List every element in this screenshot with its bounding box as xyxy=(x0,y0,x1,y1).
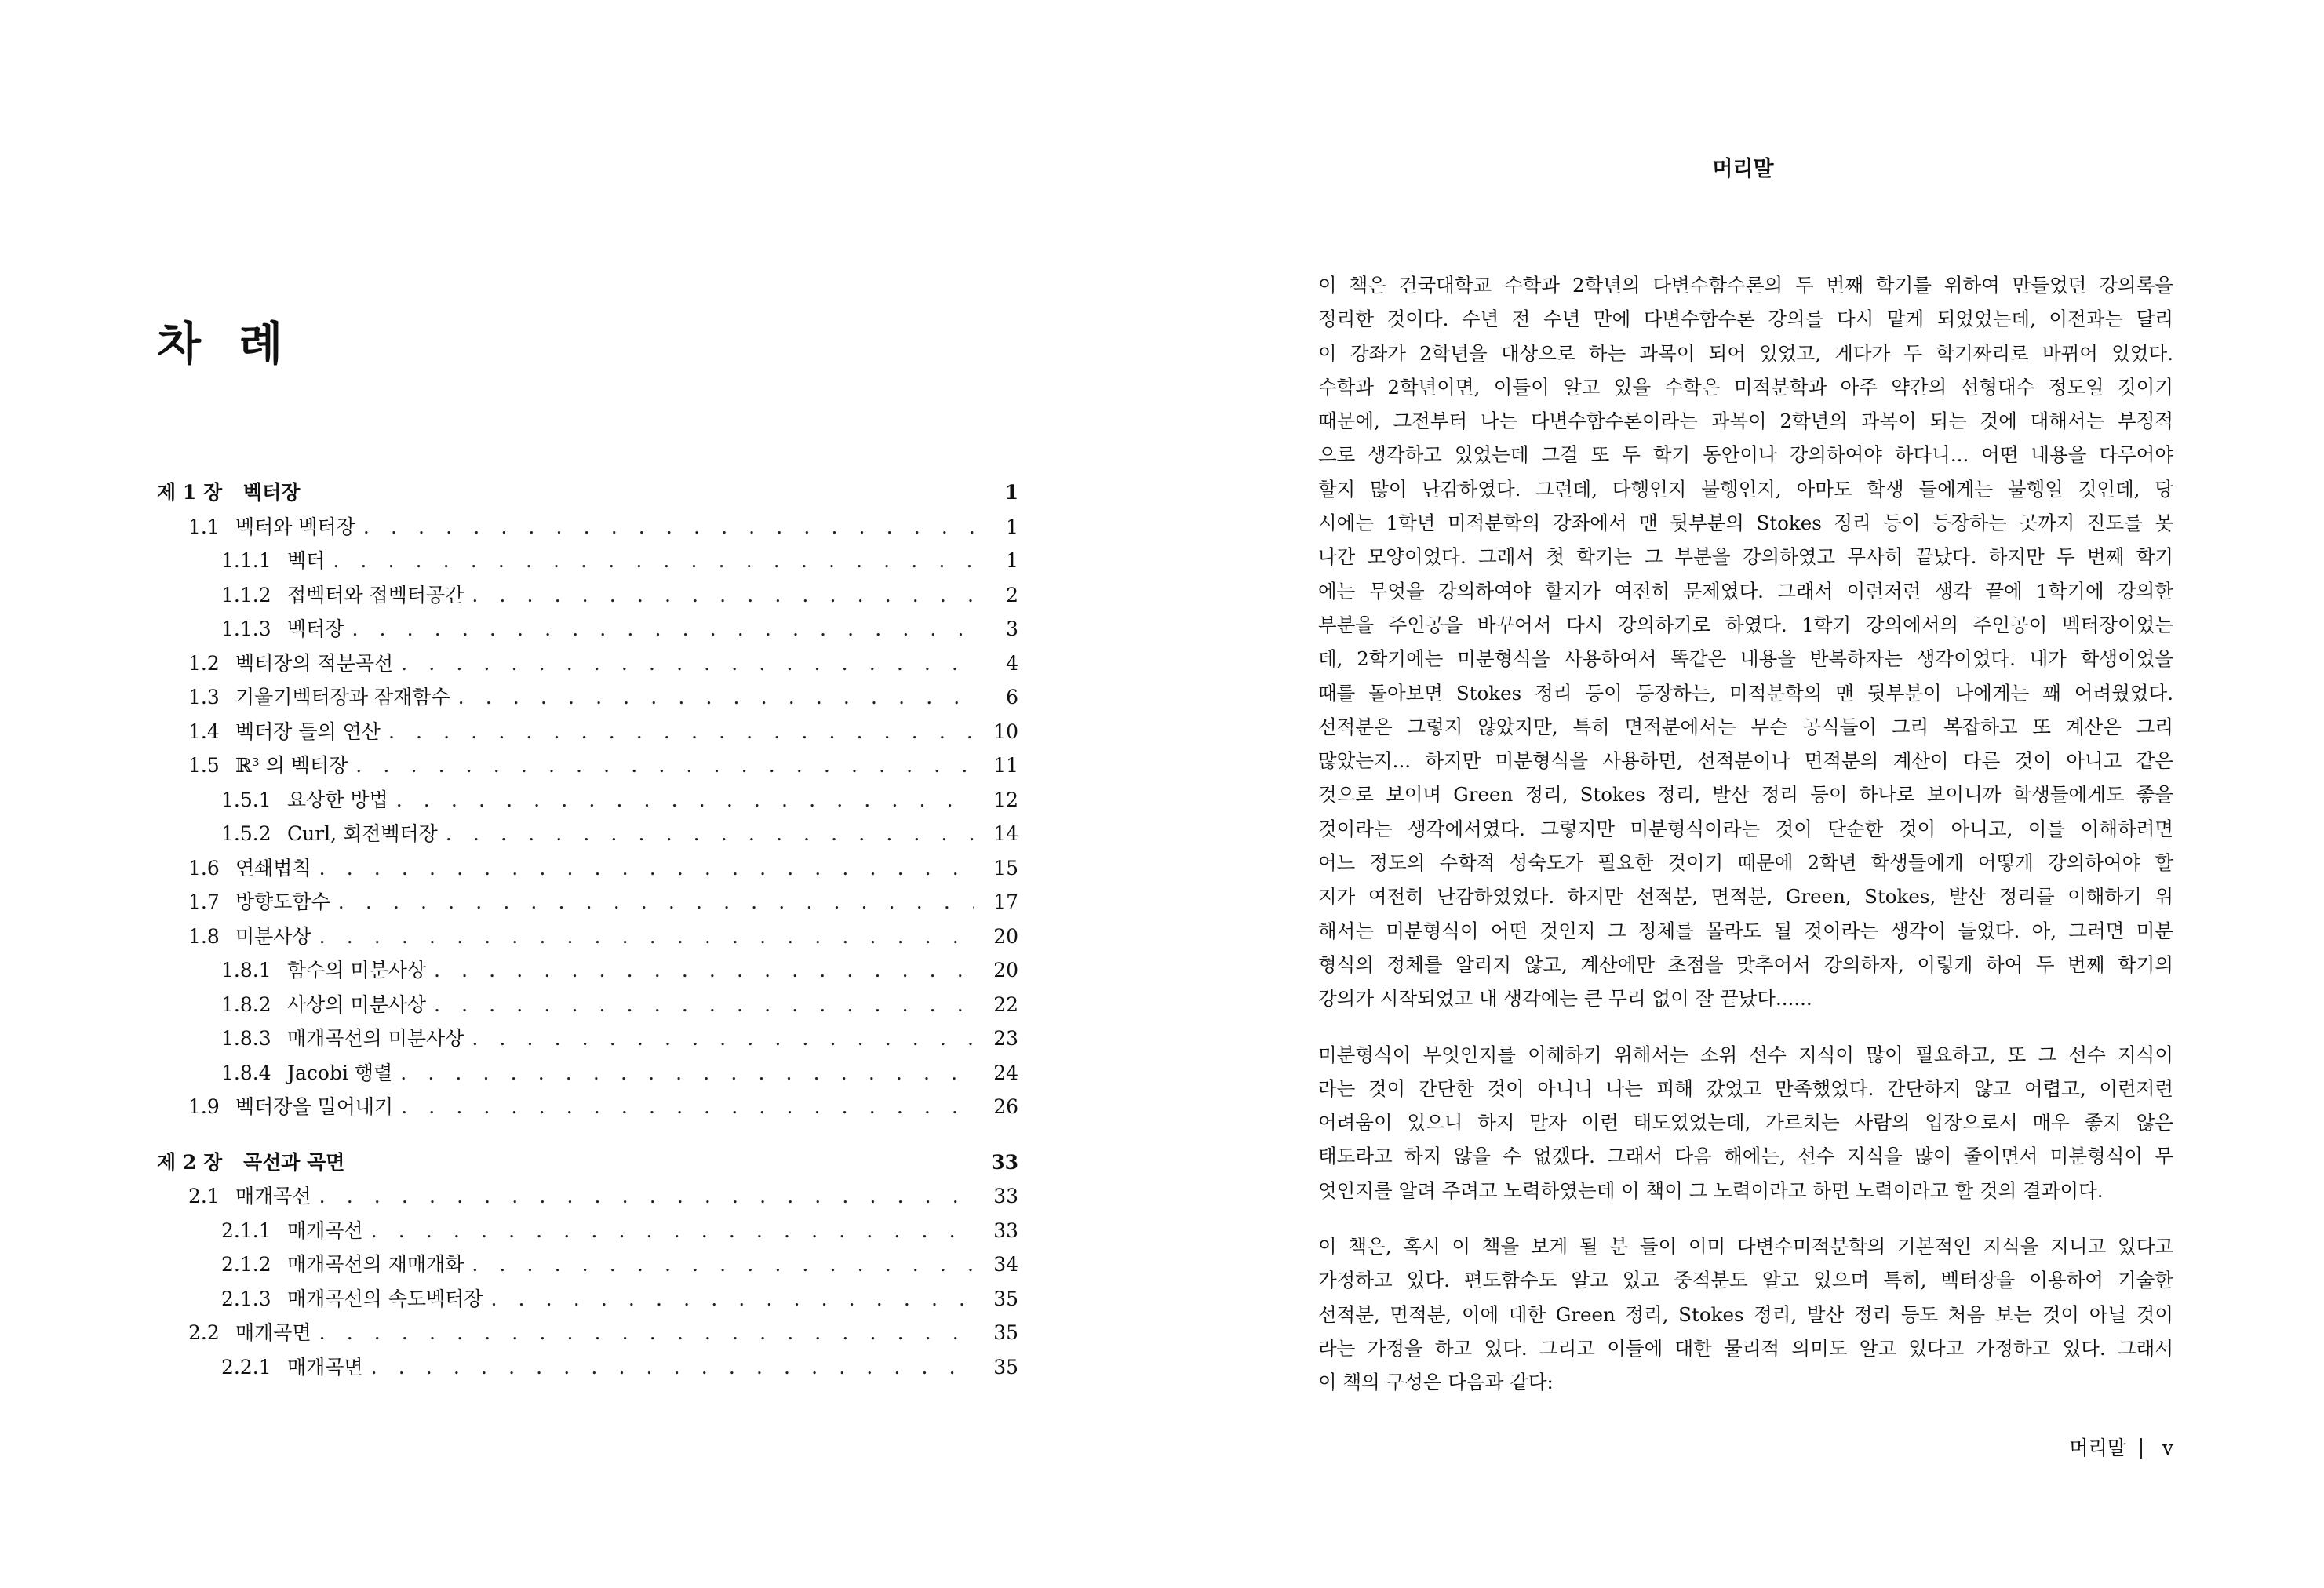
preface-text-line: 태도라고 하지 않을 수 없겠다. 그래서 다음 해에는, 선수 지식을 많이 줄이면서 미분형식이 무 xyxy=(1318,1145,2173,1168)
toc-entry-title: 벡터와 벡터장 xyxy=(235,515,355,538)
preface-paragraph xyxy=(1318,268,2173,1016)
toc-dot-leader xyxy=(458,680,974,715)
toc-heading: 차 례 xyxy=(157,317,294,370)
toc-dot-leader xyxy=(338,885,974,920)
toc-dot-leader xyxy=(355,748,974,783)
toc-entry-page: 35 xyxy=(993,1287,1018,1310)
toc-entry-page: 17 xyxy=(993,891,1018,913)
toc-subsection-entry xyxy=(157,578,1018,613)
toc-section-entry xyxy=(157,851,1018,886)
toc-subsection-entry xyxy=(157,817,1018,851)
toc-entry-number: 1.5.1 xyxy=(221,788,271,811)
preface-text-line: 선적분은 그렇지 않았지만, 특히 면적분에서는 무슨 공식들이 그리 복잡하고 또 계산은 그리 xyxy=(1318,715,2173,738)
toc-dot-leader xyxy=(319,1316,974,1350)
toc-entry-number: 1.1 xyxy=(188,515,220,538)
toc-entry-number: 2.1.1 xyxy=(221,1218,271,1242)
toc-entry-page: 20 xyxy=(993,959,1018,982)
toc-subsection-entry xyxy=(157,1056,1018,1091)
toc-entry-title: 사상의 미분사상 xyxy=(287,992,426,1016)
toc-entry-title: 벡터 xyxy=(287,549,326,572)
toc-entry-number: 2.1.3 xyxy=(221,1287,271,1310)
preface-text-line: 강의가 시작되었고 내 생각에는 큰 무리 없이 잘 끝났다...... xyxy=(1318,987,1812,1011)
preface-text-line: 때문에, 그전부터 나는 다변수함수론이라는 과목이 2학년의 과목이 되는 것에 대해서는 부정적 xyxy=(1318,410,2173,433)
toc-entry-title: Curl, 회전벡터장 xyxy=(287,822,438,845)
preface-text-line: 라는 가정을 하고 있다. 그리고 이들에 대한 물리적 의미도 알고 있다고 가정하고 있다. 그래서 xyxy=(1318,1336,2173,1360)
toc-subsection-entry xyxy=(157,612,1018,646)
toc-subsection-entry xyxy=(157,1350,1018,1385)
preface-text-line: 시에는 1학년 미적분학의 강좌에서 맨 뒷부분의 Stokes 정리 등이 등장하는 곳까지 진도를 못 xyxy=(1318,512,2173,535)
toc-entry-page: 12 xyxy=(993,788,1018,811)
preface-text-line: 가정하고 있다. 편도함수도 알고 있고 중적분도 알고 있으며 특히, 벡터장을 이용하여 기술한 xyxy=(1318,1269,2173,1292)
footer-label: 머리말 xyxy=(2069,1437,2126,1459)
toc-entry-number: 1.1.1 xyxy=(221,549,271,572)
preface-text-line: 수학과 2학년이면, 이들이 알고 있을 수학은 미적분학과 아주 약간의 선형대수 정도일 것이기 xyxy=(1318,375,2173,399)
page-number: v xyxy=(2162,1437,2173,1459)
preface-text-line: 지가 여전히 난감하였었다. 하지만 선적분, 면적분, Green, Stokes, 발산 정리를 이해하기 위 xyxy=(1318,885,2173,909)
toc-entry-page: 24 xyxy=(993,1061,1018,1084)
toc-entry-title: Jacobi 행렬 xyxy=(287,1061,393,1084)
toc-subsection-entry xyxy=(157,953,1018,988)
toc-dot-leader xyxy=(333,544,974,578)
toc-dot-leader xyxy=(472,1247,974,1282)
preface-text-line: 해서는 미분형식이 어떤 것인지 그 정체를 몰라도 될 것이라는 생각이 들었다. 아, 그러면 미분 xyxy=(1318,919,2173,942)
preface-text-line: 데, 2학기에는 미분형식을 사용하여서 똑같은 내용을 반복하자는 생각이었다. 내가 학생이었을 xyxy=(1318,647,2173,671)
toc-entry-number: 1.2 xyxy=(188,651,220,675)
toc-subsection-entry xyxy=(157,1022,1018,1056)
toc-entry-title: ℝ³ 의 벡터장 xyxy=(235,754,348,777)
toc-dot-leader xyxy=(401,1090,974,1124)
preface-text-line: 이 책의 구성은 다음과 같다: xyxy=(1318,1371,1554,1394)
toc-dot-leader xyxy=(319,1179,974,1214)
toc-entry-page: 3 xyxy=(1006,617,1018,640)
toc-section-entry xyxy=(157,510,1018,545)
toc-section-entry xyxy=(157,715,1018,749)
toc-entry-title: 매개곡면 xyxy=(287,1355,363,1379)
toc-section-entry xyxy=(157,885,1018,920)
toc-entry-title: 곡선과 곡면 xyxy=(243,1150,345,1174)
toc-entry-title: 요상한 방법 xyxy=(287,788,388,811)
toc-entry-title: 매개곡면 xyxy=(235,1321,311,1344)
toc-entry-number: 1.9 xyxy=(188,1095,220,1118)
preface-text-line: 부분을 주인공을 바꾸어서 다시 강의하기로 하였다. 1학기 강의에서의 주인공이 벡터장이었는 xyxy=(1318,613,2173,636)
toc-entry-number: 1.4 xyxy=(188,719,220,743)
toc-subsection-entry xyxy=(157,783,1018,818)
preface-text-line: 어느 정도의 수학적 성숙도가 필요한 것이기 때문에 2학년 학생들에게 어떻게 강의하여야 할 xyxy=(1318,851,2173,875)
toc-entry-title: 벡터장 들의 연산 xyxy=(235,719,381,743)
preface-text-line: 이 책은, 혹시 이 책을 보게 될 분 들이 이미 다변수미적분학의 기본적인 지식을 지니고 있다고 xyxy=(1318,1235,2173,1258)
toc-entry-number: 2.2 xyxy=(188,1321,220,1344)
toc-entry-number: 1.8.2 xyxy=(221,992,271,1016)
running-footer xyxy=(2069,1433,2173,1464)
toc-entry-title: 벡터장을 밀어내기 xyxy=(235,1095,394,1118)
toc-section-entry xyxy=(157,1316,1018,1350)
toc-entry-title: 벡터장의 적분곡선 xyxy=(235,651,394,675)
preface-text-line: 미분형식이 무엇인지를 이해하기 위해서는 소위 선수 지식이 많이 필요하고, 또 그 선수 지식이 xyxy=(1318,1043,2173,1066)
toc-entry-number: 제 1 장 xyxy=(157,481,223,504)
toc-dot-leader xyxy=(319,920,974,954)
toc-entry-number: 1.3 xyxy=(188,686,220,708)
toc-dot-leader xyxy=(434,953,974,988)
toc-entry-page: 4 xyxy=(1006,651,1018,675)
toc-chapter-entry xyxy=(157,1145,1018,1180)
toc-entry-title: 미분사상 xyxy=(235,924,311,948)
toc-entry-number: 1.8.3 xyxy=(221,1027,271,1050)
toc-entry-page: 1 xyxy=(1006,549,1018,572)
preface-text-line: 어려움이 있으니 하지 말자 이런 태도였었는데, 가르치는 사람의 입장으로서 매우 좋지 않은 xyxy=(1318,1111,2173,1135)
toc-entry-number: 1.5 xyxy=(188,754,220,777)
toc-entry-page: 2 xyxy=(1006,583,1018,606)
preface-title: 머리말 xyxy=(1712,157,1774,181)
toc-entry-number: 1.5.2 xyxy=(221,822,271,845)
preface-text-line: 것이라는 생각에서였다. 그렇지만 미분형식이라는 것이 단순한 것이 아니고, 이를 이해하려면 xyxy=(1318,817,2173,840)
toc-dot-leader xyxy=(388,715,974,749)
toc-subsection-entry xyxy=(157,988,1018,1022)
toc-subsection-entry xyxy=(157,1214,1018,1248)
toc-entry-title: 방향도함수 xyxy=(235,891,330,913)
toc-entry-number: 2.1 xyxy=(188,1185,220,1207)
toc-dot-leader xyxy=(446,817,974,851)
preface-text-line: 할지 많이 난감하였다. 그런데, 다행인지 불행인지, 아마도 학생 들에게는 불행일 것인데, 당 xyxy=(1318,477,2173,501)
toc-dot-leader xyxy=(371,1350,974,1385)
toc-entry-page: 23 xyxy=(993,1027,1018,1050)
preface-paragraph xyxy=(1318,1038,2173,1207)
preface-text-line: 이 책은 건국대학교 수학과 2학년의 다변수함수론의 두 번째 학기를 위하여 만들었던 강의록을 xyxy=(1318,274,2173,297)
toc-entry-title: 매개곡선의 속도벡터장 xyxy=(287,1287,483,1310)
toc-dot-leader xyxy=(401,646,974,681)
paragraph-gap xyxy=(1318,1207,2173,1229)
toc-chapter-entry xyxy=(157,475,1018,510)
preface-paragraph xyxy=(1318,1229,2173,1399)
toc-section-entry xyxy=(157,920,1018,954)
toc-entry-page: 33 xyxy=(993,1185,1018,1207)
toc-section-entry xyxy=(157,680,1018,715)
toc-entry-page: 35 xyxy=(993,1321,1018,1344)
preface-text-line: 에는 무엇을 강의하여야 할지가 여전히 문제였다. 그래서 이런저런 생각 끝에 1학기에 강의한 xyxy=(1318,579,2173,603)
toc-subsection-entry xyxy=(157,1247,1018,1282)
toc-entry-number: 1.6 xyxy=(188,856,220,880)
toc-entry-number: 2.1.2 xyxy=(221,1253,271,1276)
toc-dot-leader xyxy=(371,1214,974,1248)
toc-entry-title: 매개곡선의 재매개화 xyxy=(287,1253,464,1276)
paragraph-gap xyxy=(1318,1016,2173,1038)
toc-dot-leader xyxy=(472,578,974,613)
toc-entry-page: 10 xyxy=(993,719,1018,743)
toc-dot-leader xyxy=(434,988,974,1022)
toc-entry-number: 1.8.1 xyxy=(221,959,271,982)
toc-dot-leader xyxy=(490,1282,974,1317)
toc-list xyxy=(157,475,1018,1384)
preface-text-line: 엇인지를 알려 주려고 노력하였는데 이 책이 그 노력이라고 하면 노력이라고 할 것의 결과이다. xyxy=(1318,1178,2104,1202)
toc-entry-page: 11 xyxy=(993,754,1018,777)
toc-entry-title: 기울기벡터장과 잠재함수 xyxy=(235,686,450,708)
toc-entry-page: 33 xyxy=(991,1150,1018,1174)
preface-text-line: 선적분, 면적분, 이에 대한 Green 정리, Stokes 정리, 발산 정리 등도 처음 보는 것이 아닐 것이 xyxy=(1318,1302,2173,1326)
preface-text-line: 정리한 것이다. 수년 전 수년 만에 다변수함수론 강의를 다시 맡게 되었었는데, 이전과는 달리 xyxy=(1318,308,2173,331)
toc-entry-title: 매개곡선의 미분사상 xyxy=(287,1027,464,1050)
preface-text-line: 많았는지... 하지만 미분형식을 사용하면, 선적분이나 면적분의 계산이 다른 것이 아니고 같은 xyxy=(1318,749,2173,773)
preface-text-line: 나간 모양이었다. 그래서 첫 학기는 그 부분을 강의하였고 무사히 끝났다. 하지만 두 번째 학기 xyxy=(1318,545,2173,569)
toc-entry-title: 벡터장 xyxy=(287,617,344,640)
toc-entry-page: 35 xyxy=(993,1355,1018,1379)
footer-separator xyxy=(2140,1438,2142,1459)
preface-text-line: 이 강좌가 2학년을 대상으로 하는 과목이 되어 있었고, 게다가 두 학기짜리로 바뀌어 있었다. xyxy=(1318,341,2173,365)
toc-dot-leader xyxy=(396,783,974,818)
toc-dot-leader xyxy=(363,510,974,545)
toc-section-entry xyxy=(157,748,1018,783)
toc-entry-page: 15 xyxy=(993,856,1018,880)
toc-entry-title: 접벡터와 접벡터공간 xyxy=(287,583,464,606)
toc-entry-page: 22 xyxy=(993,992,1018,1016)
preface-text-line: 으로 생각하고 있었는데 그걸 또 두 학기 동안이나 강의하여야 하다니... 어떤 내용을 다루어야 xyxy=(1318,443,2173,467)
toc-entry-number: 1.1.2 xyxy=(221,583,271,606)
toc-entry-title: 연쇄법칙 xyxy=(235,856,311,880)
toc-entry-page: 34 xyxy=(993,1253,1018,1276)
toc-entry-page: 1 xyxy=(1004,481,1018,504)
toc-entry-number: 1.8 xyxy=(188,924,220,948)
toc-entry-number: 1.1.3 xyxy=(221,617,271,640)
toc-section-entry xyxy=(157,646,1018,681)
toc-subsection-entry xyxy=(157,1282,1018,1317)
toc-dot-leader xyxy=(319,851,974,886)
toc-entry-title: 벡터장 xyxy=(243,481,301,504)
toc-entry-page: 33 xyxy=(993,1218,1018,1242)
toc-subsection-entry xyxy=(157,544,1018,578)
toc-entry-title: 매개곡선 xyxy=(235,1185,311,1207)
preface-text-line: 때를 돌아보면 Stokes 정리 등이 등장하는, 미적분학의 맨 뒷부분이 나에게는 꽤 어려웠었다. xyxy=(1318,681,2173,705)
preface-body xyxy=(1318,268,2173,1400)
toc-section-entry xyxy=(157,1179,1018,1214)
toc-entry-number: 제 2 장 xyxy=(157,1150,223,1174)
toc-entry-number: 1.7 xyxy=(188,891,220,913)
toc-entry-page: 6 xyxy=(1006,686,1018,708)
preface-text-line: 것으로 보이며 Green 정리, Stokes 정리, 발산 정리 등이 하나로 보이니까 학생들에게도 좋을 xyxy=(1318,783,2173,807)
toc-entry-title: 매개곡선 xyxy=(287,1218,363,1242)
toc-entry-number: 1.8.4 xyxy=(221,1061,271,1084)
toc-section-entry xyxy=(157,1090,1018,1124)
preface-text-line: 형식의 정체를 알리지 않고, 계산에만 초점을 맞추어서 강의하자, 이렇게 하여 두 번째 학기의 xyxy=(1318,952,2173,976)
toc-entry-page: 26 xyxy=(993,1095,1018,1118)
toc-dot-leader xyxy=(472,1022,974,1056)
toc-entry-page: 20 xyxy=(993,924,1018,948)
toc-entry-title: 함수의 미분사상 xyxy=(287,959,426,982)
toc-entry-number: 2.2.1 xyxy=(221,1355,271,1379)
preface-page xyxy=(1162,0,2324,1588)
toc-dot-leader xyxy=(400,1056,974,1091)
toc-entry-page: 1 xyxy=(1006,515,1018,538)
preface-text-line: 라는 것이 간단한 것이 아니니 나는 피해 갔었고 만족했었다. 간단하지 않고 어렵고, 이런저런 xyxy=(1318,1076,2173,1100)
toc-entry-page: 14 xyxy=(993,822,1018,845)
toc-dot-leader xyxy=(352,612,974,646)
